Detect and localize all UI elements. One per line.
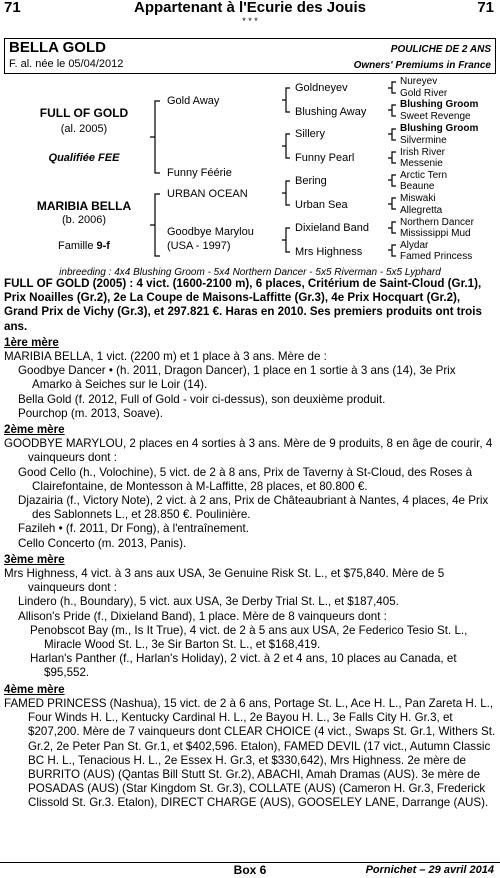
- g3-1: Goldneyev: [295, 82, 348, 94]
- horse-box: [4, 38, 496, 74]
- first-dam-produce-2: Bella Gold (f. 2012, Full of Gold - voir ci-dessus), son deuxième produit.: [18, 392, 386, 406]
- first-dam-produce-1: Goodbye Dancer • (h. 2011, Dragon Dancer), 1 place en 1 sortie à 3 ans (14), 3e Prix Amarko à Seiches sur le Loir (14).: [18, 364, 456, 392]
- section-second-dam: 2ème mère: [4, 423, 65, 437]
- third-dam-produce-1: Lindero (h., Boundary), 5 vict. aux USA, 3e Derby Trial St. L., et $187,405.: [18, 595, 399, 609]
- g4-10: Beaune: [400, 181, 435, 192]
- page-header: [0, 0, 500, 16]
- dam-info: (b. 2006): [61, 214, 107, 226]
- g4-12: Allegretta: [400, 205, 443, 216]
- g4-3: Blushing Groom: [400, 99, 479, 110]
- g3-8: Mrs Highness: [295, 246, 363, 258]
- sale-location-date: Pornichet – 29 avril 2014: [365, 864, 494, 876]
- section-first-dam: 1ère mère: [4, 335, 59, 349]
- g4-9: Arctic Tern: [400, 170, 448, 181]
- dam-family-value: 9-f: [96, 240, 110, 252]
- sire-info: (al. 2005): [60, 123, 108, 135]
- g4-1: Nureyev: [400, 76, 438, 87]
- g4-13: Northern Dancer: [400, 217, 474, 228]
- inbreeding-line: inbreeding : 4x4 Blushing Groom - 5x4 Northern Dancer - 5x5 Riverman - 5x5 Lyphard: [59, 267, 441, 278]
- g4-14: Mississippi Mud: [400, 228, 471, 239]
- g4-7: Irish River: [400, 147, 446, 158]
- owner-title: Appartenant à l'Ecurie des Jouis: [134, 0, 366, 16]
- sire-note: Qualifiée FEE: [48, 152, 120, 164]
- dam-family-label: Famille: [58, 240, 94, 252]
- second-dam-produce-3: Fazileh • (f. 2011, Dr Fong), à l'entraînement.: [18, 522, 249, 536]
- g3-2: Blushing Away: [295, 106, 367, 118]
- fourth-dam-entry: FAMED PRINCESS (Nashua), 15 vict. de 2 à 6 ans, Portage St. L., Ace H. L., Pan Zareta H. L., Four Winds H. L., Kentucky Cardinal H. L., 2e Bayou H. L., 3e Falls City H. Gr.3, et $207,200. Mère de 7 vainqueurs dont CLEAR CHOICE (4 vict., Swaps St. Gr.1, Withers St. Gr.2, 2e Peter Pan St. Gr.1, et $402,596. Etalon), FAMED DEVIL (17 vict., Autumn Classic BC H. L., Tenacious H. L., 2e Essex H. Gr.3, et $330,642), Mrs Highness. 2e mère de BURRITO (AUS) (Qantas Bill Stutt St. Gr.2), ABACHI, Amah Dramas (AUS). 3e mère de POSADAS (AUS) (Star Kingdom St. Gr.3), COLLATE (AUS) (Cameron H. Gr.3, Frederick Clissold St. Gr.3. Etalon), DIRECT CHARGE (AUS), GOOSELEY LANE, Darrange (AUS).: [4, 696, 496, 810]
- sire-name: FULL OF GOLD: [39, 106, 129, 120]
- first-dam-produce-3: Pourchop (m. 2013, Soave).: [18, 406, 164, 420]
- header-stars: * * *: [242, 16, 258, 26]
- third-dam-grandproduce-1: Penobscot Bay (m., Is It True), 4 vict. de 2 à 5 ans aux USA, 2e Federico Tesio St. L., Miracle Wood St. L., 3e Sir Barton St. L., et $168,419.: [30, 623, 468, 652]
- second-dam-produce-4: Cello Concerto (m. 2013, Panis).: [18, 536, 187, 550]
- g2-dam-dam: Goodbye Marylou: [167, 226, 254, 238]
- g4-4: Sweet Revenge: [400, 111, 471, 122]
- g4-15: Alydar: [400, 240, 429, 251]
- dam-family: [14, 239, 154, 254]
- g3-6: Urban Sea: [295, 199, 348, 211]
- g2-dam-dam-info: (USA - 1997): [167, 240, 231, 252]
- g4-6: Silvermine: [400, 135, 447, 146]
- second-dam-entry: GOODBYE MARYLOU, 2 places en 4 sorties à 3 ans. Mère de 9 produits, 8 en âge de courir, 4 vainqueurs dont :: [4, 437, 493, 465]
- horse-name: BELLA GOLD: [9, 39, 106, 56]
- second-dam-produce-1: Good Cello (h., Volochine), 5 vict. de 2 à 8 ans, Prix de Taverny à St-Cloud, des Roses à Clairefontaine, de Montesson à M-Laffitte, 28 places, et 80.800 €.: [18, 465, 473, 493]
- owners-premiums: Owners' Premiums in France: [353, 60, 491, 71]
- box-number: Box 6: [233, 863, 267, 877]
- first-dam-entry: MARIBIA BELLA, 1 vict. (2200 m) et 1 place à 3 ans. Mère de :: [4, 350, 327, 364]
- section-fourth-dam: 4ème mère: [4, 682, 65, 696]
- third-dam-entry: Mrs Highness, 4 vict. à 3 ans aux USA, 3e Genuine Risk St. L., et $75,840. Mère de 5 vainqueurs dont :: [4, 567, 445, 595]
- sire-paragraph: FULL OF GOLD (2005) : 4 vict. (1600-2100 m), 6 places, Critérium de Saint-Cloud (Gr.1), Prix Noailles (Gr.2), 2e La Coupe de Maisons-Laffitte (Gr.3), 4e Prix Hocquart (Gr.2), Grand Prix de Vichy (Gr.3), et 297.821 €. Haras en 2010. Ses premiers produits ont trois ans.: [4, 277, 482, 333]
- third-dam-produce-2: Allison's Pride (f., Dixieland Band), 1 place. Mère de 8 vainqueurs dont :: [18, 609, 387, 623]
- g4-16: Famed Princess: [400, 251, 473, 262]
- horse-sex: POULICHE DE 2 ANS: [390, 44, 491, 55]
- g3-7: Dixieland Band: [295, 222, 369, 234]
- lot-number-left: 71: [4, 0, 21, 16]
- second-dam-produce-2: Djazairia (f., Victory Note), 2 vict. à 2 ans, Prix de Châteaubriant à Nantes, 4 places, 4e Prix des Sablonnets L., et 28.850 €. Poulinière.: [18, 494, 489, 522]
- g2-sire-sire: Gold Away: [167, 95, 220, 107]
- g3-4: Funny Pearl: [295, 152, 355, 164]
- g2-dam-sire: URBAN OCEAN: [167, 188, 248, 200]
- section-third-dam: 3ème mère: [4, 552, 65, 566]
- g4-8: Messenie: [400, 158, 443, 169]
- horse-birth: F. al. née le 05/04/2012: [9, 58, 124, 70]
- g3-3: Sillery: [295, 128, 325, 140]
- catalogue-text: [4, 277, 496, 811]
- g3-5: Bering: [295, 175, 327, 187]
- dam-name: MARIBIA BELLA: [36, 199, 132, 213]
- g4-2: Gold River: [400, 88, 448, 99]
- g2-sire-dam: Funny Féérie: [167, 167, 232, 179]
- third-dam-grandproduce-2: Harlan's Panther (f., Harlan's Holiday), 2 vict. à 2 et 4 ans, 10 places au Canada, et $95,552.: [30, 652, 457, 680]
- g4-5: Blushing Groom: [400, 123, 479, 134]
- g4-11: Miswaki: [400, 193, 436, 204]
- lot-number-right: 71: [477, 0, 494, 16]
